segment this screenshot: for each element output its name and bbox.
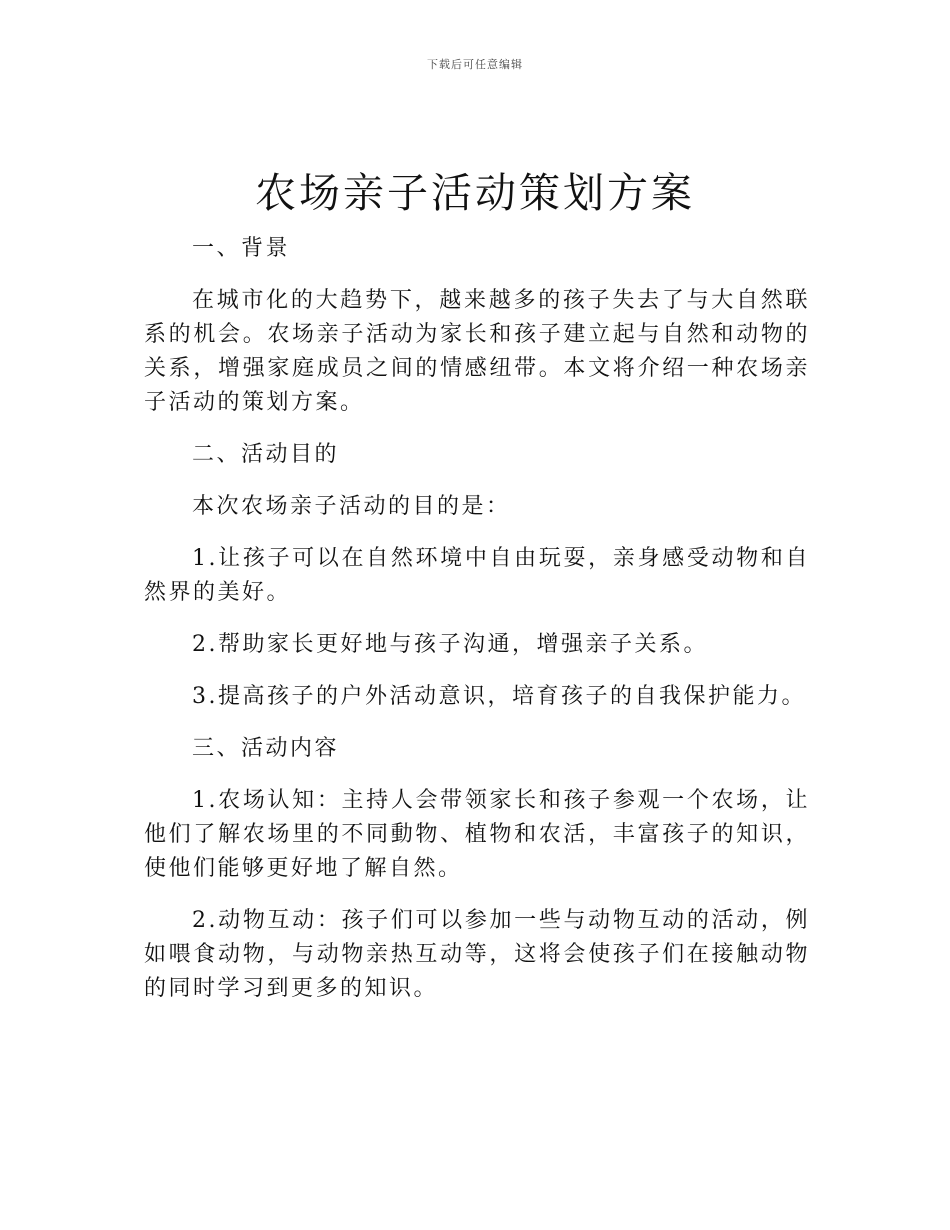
list-item-purpose-1: 1.让孩子可以在自然环境中自由玩耍，亲身感受动物和自然界的美好。 xyxy=(144,546,810,605)
section-heading-purpose: 二、活动目的 xyxy=(192,442,340,467)
list-item-purpose-3: 3.提高孩子的户外活动意识，培育孩子的自我保护能力。 xyxy=(192,684,806,709)
paragraph-purpose-intro: 本次农场亲子活动的目的是： xyxy=(192,494,511,519)
document-body xyxy=(144,232,810,1024)
list-item-content-1: 1.农场认知：主持人会带领家长和孩子参观一个农场，让他们了解农场里的不同動物、植物和农活，丰富孩子的知识，使他们能够更好地了解自然。 xyxy=(144,788,810,881)
section-heading-background: 一、背景 xyxy=(192,236,291,261)
list-item-content-2: 2.动物互动：孩子们可以参加一些与动物互动的活动，例如喂食动物，与动物亲热互动等，这将会使孩子们在接触动物的同时学习到更多的知识。 xyxy=(144,908,810,1001)
paragraph-background: 在城市化的大趋势下，越来越多的孩子失去了与大自然联系的机会。农场亲子活动为家长和孩子建立起与自然和动物的关系，增强家庭成员之间的情感纽带。本文将介绍一种农场亲子活动的策划方案。 xyxy=(144,288,810,415)
section-heading-content: 三、活动内容 xyxy=(192,736,340,761)
document-title: 农场亲子活动策划方案 xyxy=(255,169,695,217)
page-header-note: 下载后可任意编辑 xyxy=(427,58,523,71)
list-item-purpose-2: 2.帮助家长更好地与孩子沟通，增强亲子关系。 xyxy=(192,632,708,657)
